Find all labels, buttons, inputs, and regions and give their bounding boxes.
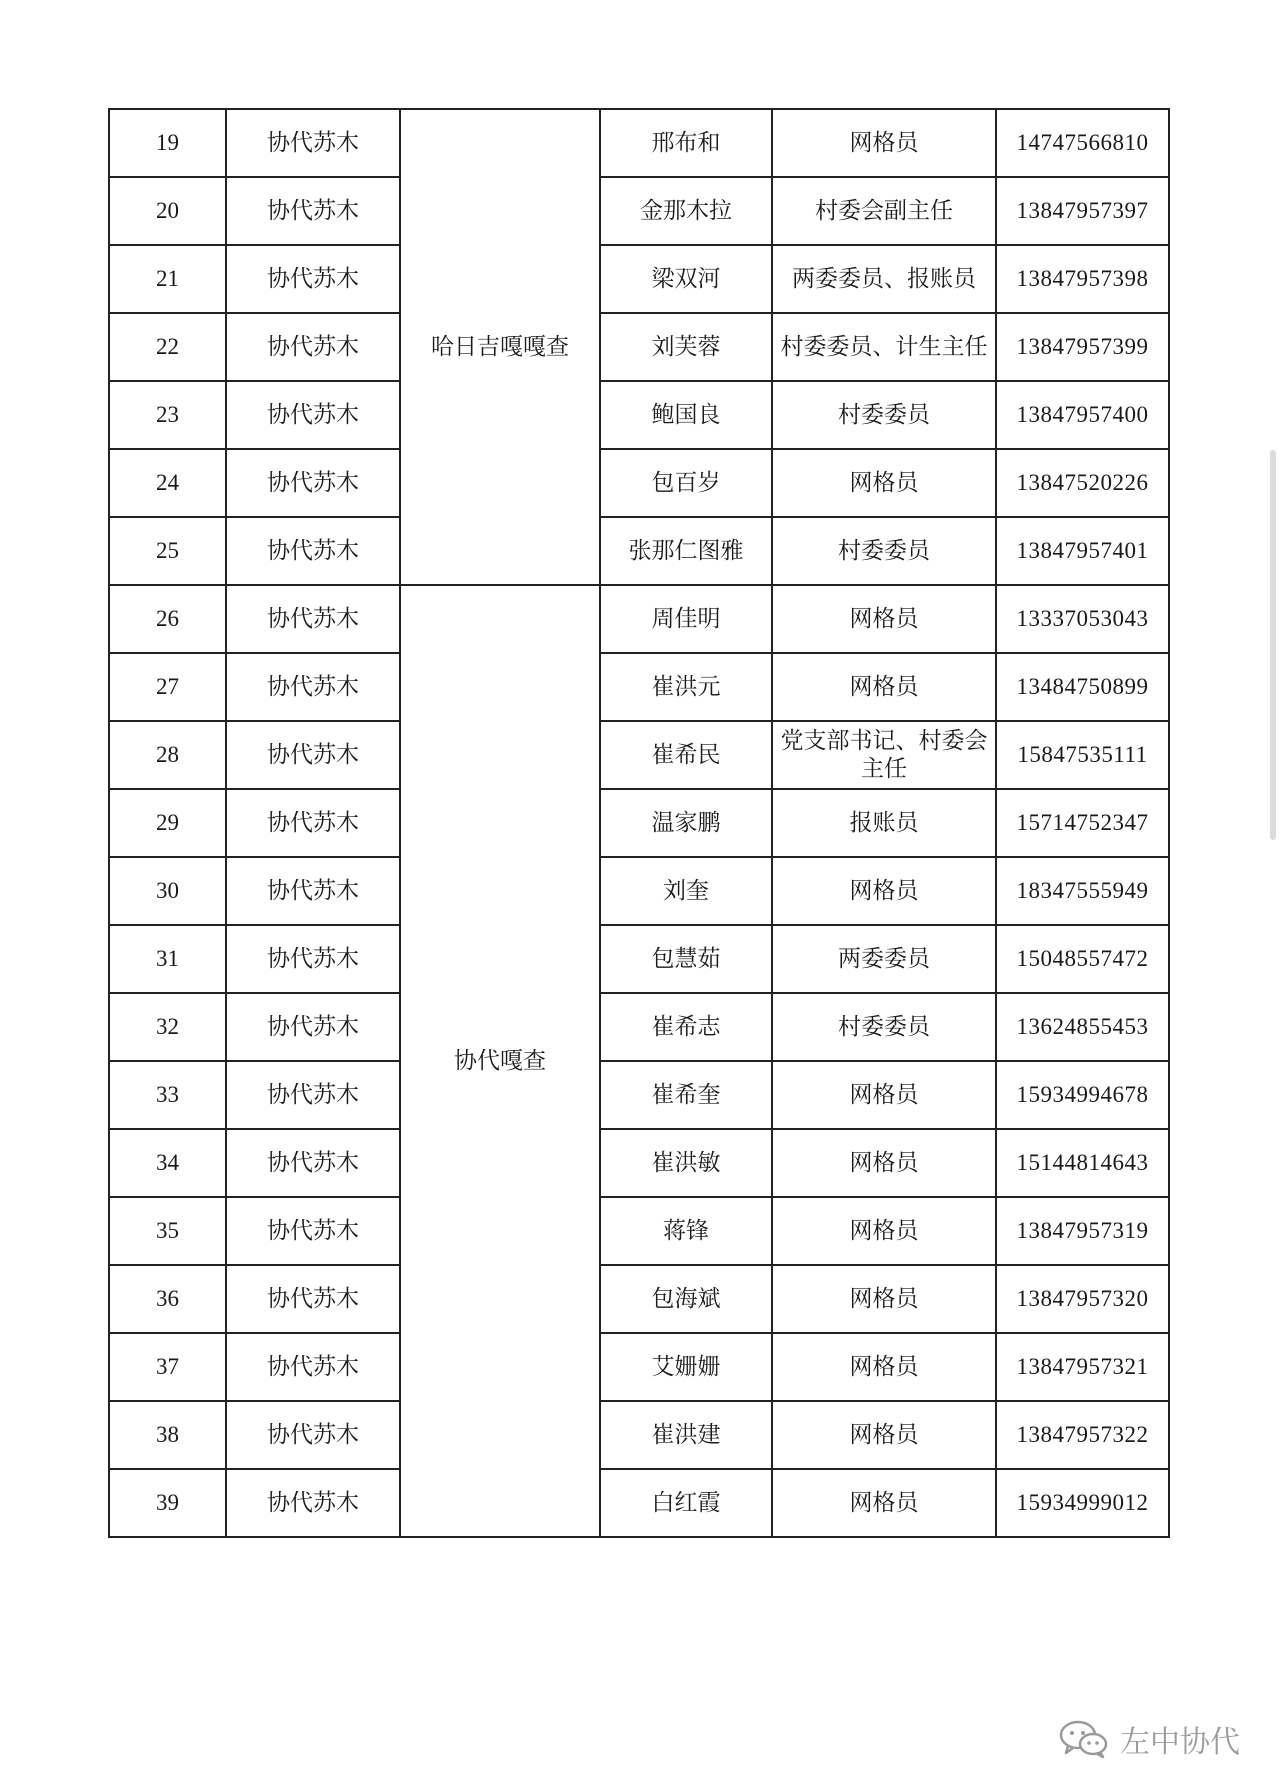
table-row <box>109 653 1169 721</box>
phone-cell: 15144814643 <box>996 1129 1169 1197</box>
name-cell: 包百岁 <box>600 449 772 517</box>
row-number: 33 <box>109 1061 226 1129</box>
name-cell: 张那仁图雅 <box>600 517 772 585</box>
name-cell: 崔希志 <box>600 993 772 1061</box>
table-row <box>109 313 1169 381</box>
town-cell: 协代苏木 <box>226 1197 400 1265</box>
table-row <box>109 1401 1169 1469</box>
town-cell: 协代苏木 <box>226 1061 400 1129</box>
row-number: 37 <box>109 1333 226 1401</box>
name-cell: 崔洪敏 <box>600 1129 772 1197</box>
row-number: 21 <box>109 245 226 313</box>
town-cell: 协代苏木 <box>226 313 400 381</box>
phone-cell: 14747566810 <box>996 109 1169 177</box>
role-cell: 网格员 <box>772 1333 996 1401</box>
name-cell: 刘奎 <box>600 857 772 925</box>
name-cell: 鲍国良 <box>600 381 772 449</box>
row-number: 39 <box>109 1469 226 1537</box>
role-cell: 网格员 <box>772 1061 996 1129</box>
name-cell: 包海斌 <box>600 1265 772 1333</box>
table-row <box>109 993 1169 1061</box>
row-number: 30 <box>109 857 226 925</box>
town-cell: 协代苏木 <box>226 721 400 789</box>
table-row <box>109 789 1169 857</box>
phone-cell: 18347555949 <box>996 857 1169 925</box>
phone-cell: 13847957319 <box>996 1197 1169 1265</box>
name-cell: 梁双河 <box>600 245 772 313</box>
town-cell: 协代苏木 <box>226 925 400 993</box>
table-row <box>109 517 1169 585</box>
scrollbar-thumb[interactable] <box>1270 450 1276 840</box>
town-cell: 协代苏木 <box>226 517 400 585</box>
village-cell: 哈日吉嘎嘎查 <box>400 109 600 585</box>
name-cell: 刘芙蓉 <box>600 313 772 381</box>
row-number: 26 <box>109 585 226 653</box>
role-cell: 两委委员 <box>772 925 996 993</box>
watermark-text: 左中协代 <box>1120 1725 1240 1760</box>
role-cell: 网格员 <box>772 1197 996 1265</box>
phone-cell: 15847535111 <box>996 721 1169 789</box>
name-cell: 崔洪建 <box>600 1401 772 1469</box>
phone-cell: 13847957398 <box>996 245 1169 313</box>
role-cell: 村委委员、计生主任 <box>772 313 996 381</box>
town-cell: 协代苏木 <box>226 1469 400 1537</box>
table-row <box>109 857 1169 925</box>
row-number: 28 <box>109 721 226 789</box>
town-cell: 协代苏木 <box>226 993 400 1061</box>
phone-cell: 13847957322 <box>996 1401 1169 1469</box>
name-cell: 崔希民 <box>600 721 772 789</box>
table-row <box>109 1197 1169 1265</box>
phone-cell: 13337053043 <box>996 585 1169 653</box>
town-cell: 协代苏木 <box>226 653 400 721</box>
name-cell: 包慧茹 <box>600 925 772 993</box>
table-row <box>109 177 1169 245</box>
name-cell: 温家鹏 <box>600 789 772 857</box>
role-cell: 网格员 <box>772 1469 996 1537</box>
row-number: 25 <box>109 517 226 585</box>
role-cell: 两委委员、报账员 <box>772 245 996 313</box>
table-row <box>109 1129 1169 1197</box>
town-cell: 协代苏木 <box>226 245 400 313</box>
name-cell: 艾姗姗 <box>600 1333 772 1401</box>
role-cell: 网格员 <box>772 585 996 653</box>
table-row <box>109 1061 1169 1129</box>
phone-cell: 13847957400 <box>996 381 1169 449</box>
town-cell: 协代苏木 <box>226 585 400 653</box>
row-number: 19 <box>109 109 226 177</box>
name-cell: 崔洪元 <box>600 653 772 721</box>
table-row <box>109 1265 1169 1333</box>
table-row <box>109 381 1169 449</box>
table-row <box>109 1469 1169 1537</box>
phone-cell: 13847957401 <box>996 517 1169 585</box>
town-cell: 协代苏木 <box>226 381 400 449</box>
phone-cell: 13847957320 <box>996 1265 1169 1333</box>
row-number: 34 <box>109 1129 226 1197</box>
row-number: 35 <box>109 1197 226 1265</box>
phone-cell: 15934994678 <box>996 1061 1169 1129</box>
town-cell: 协代苏木 <box>226 1401 400 1469</box>
town-cell: 协代苏木 <box>226 1333 400 1401</box>
name-cell: 金那木拉 <box>600 177 772 245</box>
name-cell: 蒋锋 <box>600 1197 772 1265</box>
role-cell: 村委委员 <box>772 517 996 585</box>
table-row <box>109 721 1169 789</box>
town-cell: 协代苏木 <box>226 449 400 517</box>
row-number: 27 <box>109 653 226 721</box>
role-cell: 网格员 <box>772 109 996 177</box>
role-cell: 网格员 <box>772 653 996 721</box>
table-row <box>109 109 1169 177</box>
table-row <box>109 925 1169 993</box>
role-cell: 报账员 <box>772 789 996 857</box>
table-row <box>109 245 1169 313</box>
town-cell: 协代苏木 <box>226 1129 400 1197</box>
phone-cell: 15934999012 <box>996 1469 1169 1537</box>
phone-cell: 13847957397 <box>996 177 1169 245</box>
town-cell: 协代苏木 <box>226 857 400 925</box>
table-row <box>109 1333 1169 1401</box>
village-cell: 协代嘎查 <box>400 585 600 1537</box>
row-number: 36 <box>109 1265 226 1333</box>
phone-cell: 13624855453 <box>996 993 1169 1061</box>
phone-cell: 15714752347 <box>996 789 1169 857</box>
phone-cell: 13484750899 <box>996 653 1169 721</box>
role-cell: 党支部书记、村委会主任 <box>772 721 996 789</box>
town-cell: 协代苏木 <box>226 789 400 857</box>
town-cell: 协代苏木 <box>226 1265 400 1333</box>
table-row <box>109 585 1169 653</box>
account-watermark <box>1058 1717 1240 1761</box>
row-number: 38 <box>109 1401 226 1469</box>
phone-cell: 13847520226 <box>996 449 1169 517</box>
phone-cell: 15048557472 <box>996 925 1169 993</box>
row-number: 23 <box>109 381 226 449</box>
phone-cell: 13847957399 <box>996 313 1169 381</box>
row-number: 22 <box>109 313 226 381</box>
table-row <box>109 449 1169 517</box>
name-cell: 崔希奎 <box>600 1061 772 1129</box>
row-number: 24 <box>109 449 226 517</box>
town-cell: 协代苏木 <box>226 109 400 177</box>
role-cell: 网格员 <box>772 1401 996 1469</box>
staff-roster-table <box>108 108 1170 1538</box>
role-cell: 网格员 <box>772 1129 996 1197</box>
role-cell: 村委会副主任 <box>772 177 996 245</box>
row-number: 20 <box>109 177 226 245</box>
role-cell: 村委委员 <box>772 381 996 449</box>
role-cell: 网格员 <box>772 449 996 517</box>
row-number: 29 <box>109 789 226 857</box>
town-cell: 协代苏木 <box>226 177 400 245</box>
role-cell: 网格员 <box>772 1265 996 1333</box>
row-number: 31 <box>109 925 226 993</box>
name-cell: 白红霞 <box>600 1469 772 1537</box>
wechat-icon <box>1058 1719 1110 1759</box>
name-cell: 周佳明 <box>600 585 772 653</box>
role-cell: 网格员 <box>772 857 996 925</box>
phone-cell: 13847957321 <box>996 1333 1169 1401</box>
name-cell: 邢布和 <box>600 109 772 177</box>
row-number: 32 <box>109 993 226 1061</box>
role-cell: 村委委员 <box>772 993 996 1061</box>
